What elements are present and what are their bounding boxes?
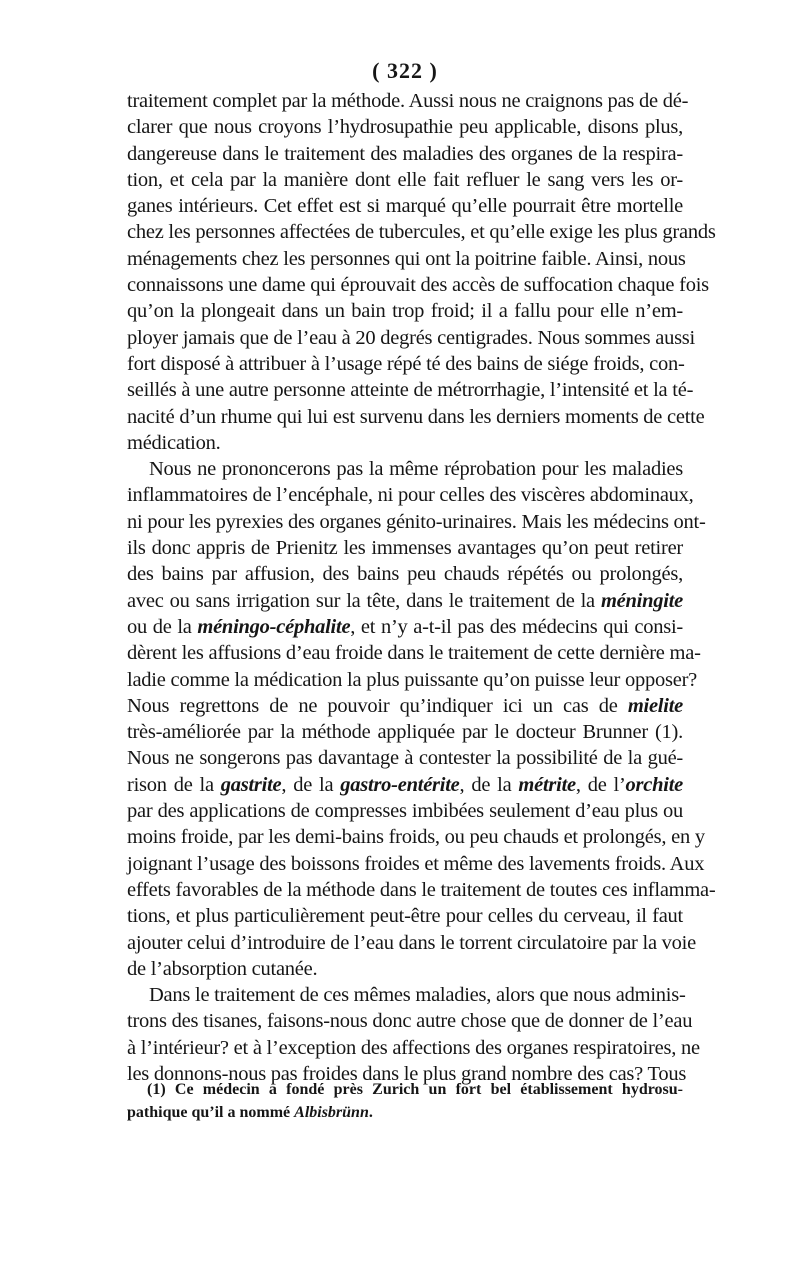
italic-term: méningo-céphalite [197, 615, 351, 638]
text-line: effets favorables de la méthode dans le traitement de toutes ces inflamma- [127, 878, 716, 901]
italic-term: métrite [518, 773, 576, 796]
text-line: à l’intérieur? et à l’exception des affections des organes respiratoires, ne [127, 1036, 700, 1059]
text-line: dangereuse dans le traitement des maladies des organes de la respira- [127, 142, 683, 165]
text-line: Dans le traitement de ces mêmes maladies, alors que nous adminis- [149, 984, 686, 1007]
text-line: clarer que nous croyons l’hydrosupathie peu applicable, disons plus, [127, 116, 683, 139]
footnote [127, 1078, 683, 1124]
paragraph-2 [127, 456, 716, 982]
book-page [127, 0, 716, 1262]
italic-term: méningite [600, 589, 683, 612]
text-line: médication. [127, 431, 221, 454]
text-line: des bains par affusion, des bains peu chauds répétés ou prolongés, [127, 563, 683, 586]
text-line: ou de la méningo-céphalite, et n’y a-t-il pas des médecins qui consi- [127, 615, 683, 638]
text-line: les donnons-nous pas froides dans le plus grand nombre des cas? Tous [127, 1062, 687, 1085]
page-number: ( 322 ) [372, 58, 438, 83]
text-line: joignant l’usage des boissons froides et même des lavements froids. Aux [127, 852, 705, 875]
text-line: nacité d’un rhume qui lui est survenu dans les derniers moments de cette [127, 405, 705, 428]
text-line: qu’on la plongeait dans un bain trop froid; il a fallu pour elle n’em- [127, 300, 683, 323]
text-line: ni pour les pyrexies des organes génito-urinaires. Mais les médecins ont- [127, 510, 706, 533]
text-line: avec ou sans irrigation sur la tête, dans le traitement de la méningite [127, 589, 683, 612]
text-line: ladie comme la médication la plus puissante qu’on puisse leur opposer? [127, 668, 698, 691]
italic-term: orchite [625, 773, 683, 796]
text-line: ganes intérieurs. Cet effet est si marqué qu’elle pourrait être mortelle [127, 195, 683, 218]
text-line: inflammatoires de l’encéphale, ni pour celles des viscères abdominaux, [127, 484, 694, 507]
text-line: dèrent les affusions d’eau froide dans le traitement de cette dernière ma- [127, 642, 701, 665]
paragraph-1 [127, 88, 716, 456]
text-line: chez les personnes affectées de tubercules, et qu’elle exige les plus grands [127, 221, 716, 244]
footnote-line: (1) Ce médecin a fondé près Zurich un fort bel établissement hydrosu- [147, 1081, 683, 1098]
text-line: tion, et cela par la manière dont elle fait refluer le sang vers les or- [127, 168, 683, 191]
italic-term: gastrite [220, 773, 282, 796]
text-line: Nous ne songerons pas davantage à contester la possibilité de la gué- [127, 747, 683, 770]
text-line: seillés à une autre personne atteinte de métrorrhagie, l’intensité et la té- [127, 379, 694, 402]
text-line: Nous regrettons de ne pouvoir qu’indiquer ici un cas de mielite [127, 694, 683, 717]
italic-term: mielite [627, 694, 683, 717]
text-line: Nous ne prononcerons pas la même réprobation pour les maladies [149, 458, 683, 481]
italic-term: gastro-entérite [340, 773, 460, 796]
paragraph-3 [127, 982, 700, 1087]
text-line: ajouter celui d’introduire de l’eau dans le torrent circulatoire par la voie [127, 931, 696, 954]
text-line: moins froide, par les demi-bains froids, ou peu chauds et prolongés, en y [127, 826, 705, 849]
text-line: par des applications de compresses imbibées seulement d’eau plus ou [127, 800, 683, 823]
text-line: très-améliorée par la méthode appliquée par le docteur Brunner (1). [127, 721, 683, 744]
text-line: rison de la gastrite, de la gastro-entérite, de la métrite, de l’orchite [127, 773, 683, 796]
text-line: fort disposé à attribuer à l’usage répé té des bains de siége froids, con- [127, 352, 685, 375]
text-line: ployer jamais que de l’eau à 20 degrés centigrades. Nous sommes aussi [127, 326, 695, 349]
text-line: tions, et plus particulièrement peut-être pour celles du cerveau, il faut [127, 905, 683, 928]
text-line: connaissons une dame qui éprouvait des accès de suffocation chaque fois [127, 274, 709, 297]
text-line: ils donc appris de Prienitz les immenses avantages qu’on peut retirer [127, 537, 683, 560]
footnote-line: pathique qu’il a nommé Albisbrünn. [127, 1104, 373, 1121]
body-text [127, 88, 716, 1087]
text-line: traitement complet par la méthode. Aussi nous ne craignons pas de dé- [127, 90, 689, 112]
text-line: de l’absorption cutanée. [127, 957, 318, 980]
italic-term: Albisbrünn [294, 1104, 369, 1121]
text-line: trons des tisanes, faisons-nous donc autre chose que de donner de l’eau [127, 1010, 693, 1033]
text-line: ménagements chez les personnes qui ont la poitrine faible. Ainsi, nous [127, 247, 686, 270]
